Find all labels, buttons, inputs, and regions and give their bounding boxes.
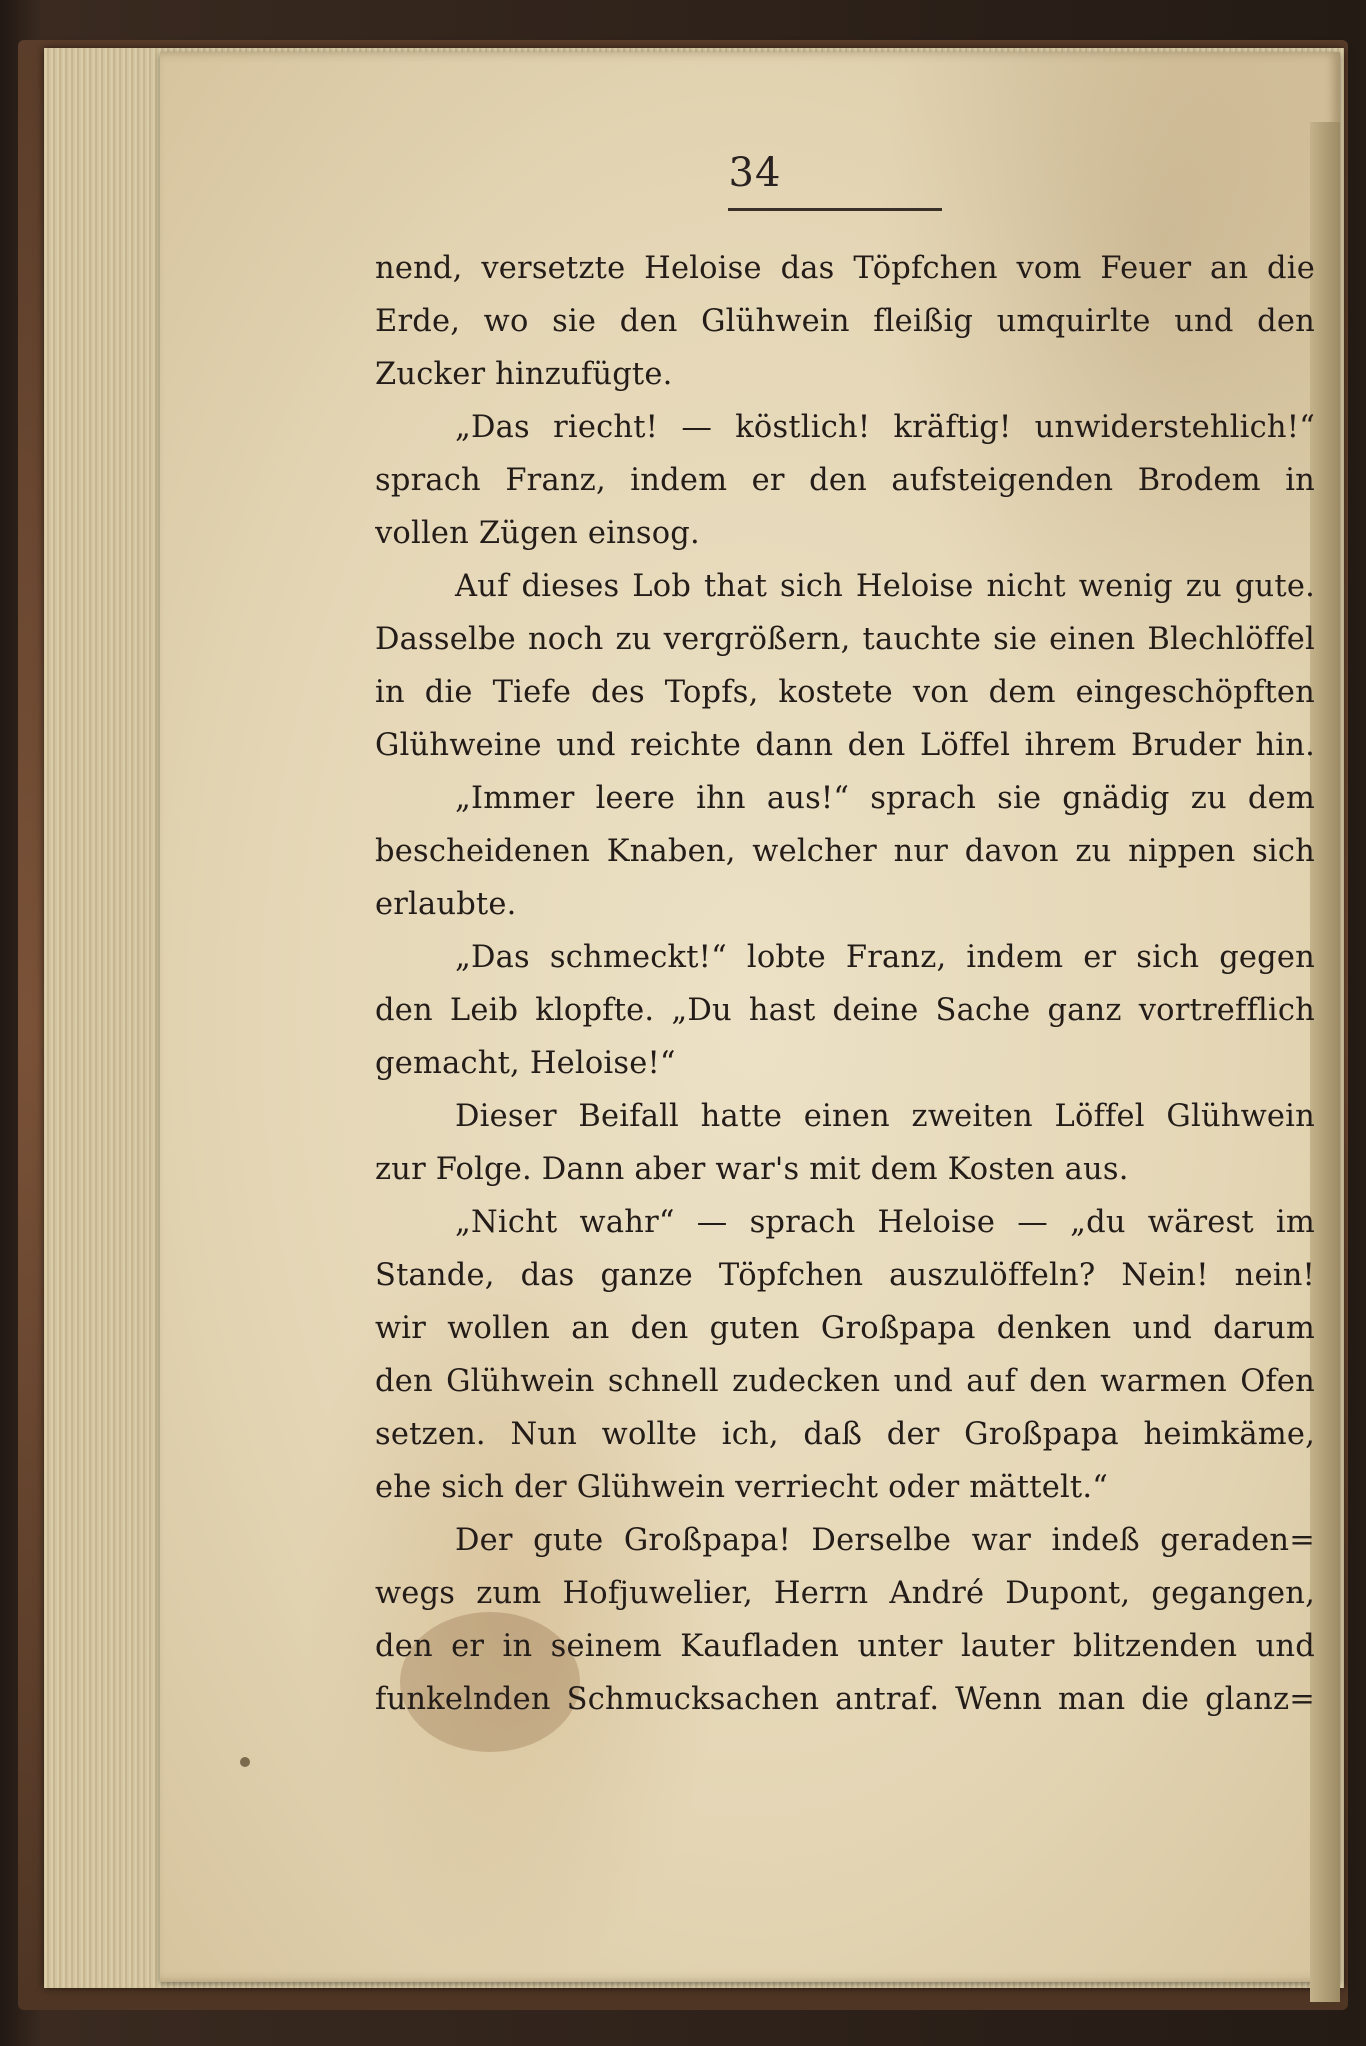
text-line: sprach Franz, indem er den aufsteigenden Brodem in <box>375 463 1315 498</box>
text-line: erlaubte. <box>375 887 517 922</box>
text-line: bescheidenen Knaben, welcher nur davon zu nippen sich <box>375 834 1315 869</box>
text-line: Dasselbe noch zu vergrößern, tauchte sie einen Blechlöffel <box>375 622 1315 657</box>
text-line: ehe sich der Glühwein verriecht oder mättelt.“ <box>375 1470 1109 1505</box>
body-text <box>375 242 1315 1726</box>
book-page <box>160 52 1340 1982</box>
text-line: setzen. Nun wollte ich, daß der Großpapa heimkäme, <box>375 1417 1315 1452</box>
text-line: zur Folge. Dann aber war's mit dem Kosten aus. <box>375 1152 1129 1187</box>
text-line: vollen Zügen einsog. <box>375 516 700 551</box>
text-line: funkelnden Schmucksachen antraf. Wenn man die glanz= <box>375 1682 1315 1717</box>
text-line: in die Tiefe des Topfs, kostete von dem eingeschöpften <box>375 675 1315 710</box>
text-line: wir wollen an den guten Großpapa denken und darum <box>375 1311 1315 1346</box>
page-number: 34 <box>728 150 782 196</box>
text-line: Auf dieses Lob that sich Heloise nicht wenig zu gute. <box>455 569 1315 604</box>
paper-stain <box>240 1757 250 1767</box>
text-line: „Immer leere ihn aus!“ sprach sie gnädig zu dem <box>455 781 1315 816</box>
text-line: gemacht, Heloise!“ <box>375 1046 676 1081</box>
text-line: Dieser Beifall hatte einen zweiten Löffel Glühwein <box>455 1099 1315 1134</box>
text-line: nend, versetzte Heloise das Töpfchen vom Feuer an die <box>375 251 1315 286</box>
text-line: den Glühwein schnell zudecken und auf den warmen Ofen <box>375 1364 1315 1399</box>
text-line: wegs zum Hofjuwelier, Herrn André Dupont, gegangen, <box>375 1576 1315 1611</box>
text-line: „Nicht wahr“ — sprach Heloise — „du wärest im <box>455 1205 1315 1240</box>
text-line: Glühweine und reichte dann den Löffel ihrem Bruder hin. <box>375 728 1315 763</box>
text-line: Stande, das ganze Töpfchen auszulöffeln? Nein! nein! <box>375 1258 1315 1293</box>
text-line: Der gute Großpapa! Derselbe war indeß geraden= <box>455 1523 1315 1558</box>
page-number-rule <box>728 208 942 211</box>
text-line: Zucker hinzufügte. <box>375 357 673 392</box>
text-line: den Leib klopfte. „Du hast deine Sache ganz vortrefflich <box>375 993 1315 1028</box>
text-line: „Das schmeckt!“ lobte Franz, indem er sich gegen <box>455 940 1315 975</box>
text-line: Erde, wo sie den Glühwein fleißig umquirlte und den <box>375 304 1315 339</box>
text-line: „Das riecht! — köstlich! kräftig! unwiderstehlich!“ <box>455 410 1315 445</box>
text-line: den er in seinem Kaufladen unter lauter blitzenden und <box>375 1629 1315 1664</box>
